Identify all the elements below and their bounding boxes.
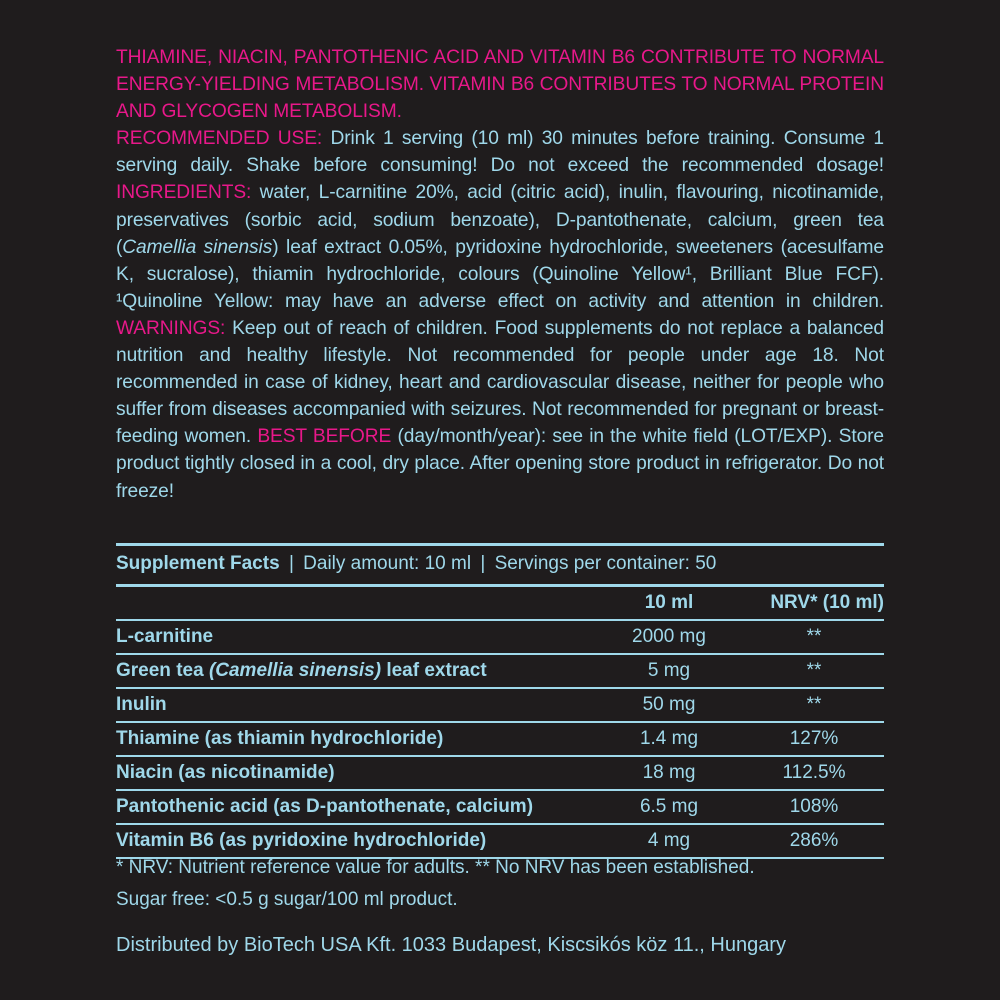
ingredient-amount: 50 mg	[594, 688, 744, 722]
nrv-footnote: * NRV: Nutrient reference value for adults. ** No NRV has been established.	[116, 857, 755, 878]
ingredient-nrv: 108%	[744, 790, 884, 824]
ingredient-nrv: **	[744, 688, 884, 722]
ingredients-text-part2: ) leaf extract 0.05%, pyridoxine hydrochloride, sweeteners (acesulfame K, sucralose), thiamin hydrochloride, colours (Quinoline Yellow¹, Brilliant Blue FCF). ¹Quinoline Yellow: may have an adverse effect on activity and attention in children.	[116, 236, 885, 312]
ingredient-nrv: 127%	[744, 722, 884, 756]
header-separator: |	[288, 553, 294, 574]
header-separator: |	[480, 553, 486, 574]
column-header-ingredient	[116, 586, 594, 621]
ingredient-amount: 4 mg	[594, 824, 744, 858]
table-row	[116, 790, 884, 824]
ingredient-name-part: Green tea	[116, 660, 209, 681]
ingredient-name: Pantothenic acid (as D-pantothenate, calcium)	[116, 790, 594, 824]
ingredient-name: Vitamin B6 (as pyridoxine hydrochloride)	[116, 824, 594, 858]
ingredient-name-part: leaf extract	[381, 660, 487, 681]
column-header-amount: 10 ml	[594, 586, 744, 621]
ingredient-amount: 18 mg	[594, 756, 744, 790]
distributor-info: Distributed by BioTech USA Kft. 1033 Budapest, Kiscsikós köz 11., Hungary	[116, 934, 786, 956]
servings-per-container: Servings per container: 50	[494, 553, 717, 574]
ingredient-name: Niacin (as nicotinamide)	[116, 756, 594, 790]
ingredient-nrv: **	[744, 654, 884, 688]
health-claim-headline: THIAMINE, NIACIN, PANTOTHENIC ACID AND VITAMIN B6 CONTRIBUTE TO NORMAL ENERGY-YIELDING METABOLISM. VITAMIN B6 CONTRIBUTES TO NORMAL PROTEIN AND GLYCOGEN METABOLISM.	[116, 47, 884, 123]
recommended-use-label: RECOMMENDED USE:	[116, 128, 323, 150]
ingredient-amount: 1.4 mg	[594, 722, 744, 756]
table-row	[116, 688, 884, 722]
ingredient-name: L-carnitine	[116, 620, 594, 654]
table-row	[116, 620, 884, 654]
label-text-block	[116, 44, 884, 505]
warnings-label: WARNINGS:	[116, 317, 226, 339]
column-header-nrv: NRV* (10 ml)	[744, 586, 884, 621]
table-row	[116, 722, 884, 756]
daily-amount: Daily amount: 10 ml	[303, 553, 472, 574]
ingredient-amount: 2000 mg	[594, 620, 744, 654]
table-header-row	[116, 586, 884, 621]
ingredient-name: Inulin	[116, 688, 594, 722]
ingredients-label: INGREDIENTS:	[116, 182, 252, 204]
recommended-use-text: Drink 1 serving (10 ml) 30 minutes before training. Consume 1 serving daily. Shake before consuming! Do not exceed the recommended dosage!	[116, 128, 884, 177]
ingredients-latin-name: Camellia sinensis	[122, 236, 273, 258]
ingredient-nrv: 286%	[744, 824, 884, 858]
ingredient-nrv: **	[744, 620, 884, 654]
ingredient-name	[116, 654, 594, 688]
ingredient-amount: 5 mg	[594, 654, 744, 688]
table-row	[116, 756, 884, 790]
ingredients-text-part1: water, L-carnitine 20%, acid (citric acid), inulin, flavouring, nicotinamide, preservatives (sorbic acid, sodium benzoate), D-pantothenate, calcium, green tea (	[116, 182, 884, 258]
ingredient-nrv: 112.5%	[744, 756, 884, 790]
table-row	[116, 654, 884, 688]
ingredient-name: Thiamine (as thiamin hydrochloride)	[116, 722, 594, 756]
supplement-facts-title: Supplement Facts	[116, 553, 280, 574]
best-before-label: BEST BEFORE	[257, 426, 392, 448]
ingredient-latin-name: (Camellia sinensis)	[208, 660, 382, 681]
sugar-free-note: Sugar free: <0.5 g sugar/100 ml product.	[116, 889, 458, 910]
supplement-facts-table	[116, 584, 884, 859]
ingredient-amount: 6.5 mg	[594, 790, 744, 824]
supplement-facts-header	[116, 543, 884, 579]
warnings-text: Keep out of reach of children. Food supplements do not replace a balanced nutrition and healthy lifestyle. Not recommended for people under age 18. Not recommended in case of kidney, heart and cardiovascular disease, neither for people who suffer from diseases accompanied with seizures. Not recommended for pregnant or breast-feeding women.	[116, 317, 884, 448]
best-before-text: (day/month/year): see in the white field (LOT/EXP). Store product tightly closed in a cool, dry place. After opening store product in refrigerator. Do not freeze!	[116, 426, 884, 502]
